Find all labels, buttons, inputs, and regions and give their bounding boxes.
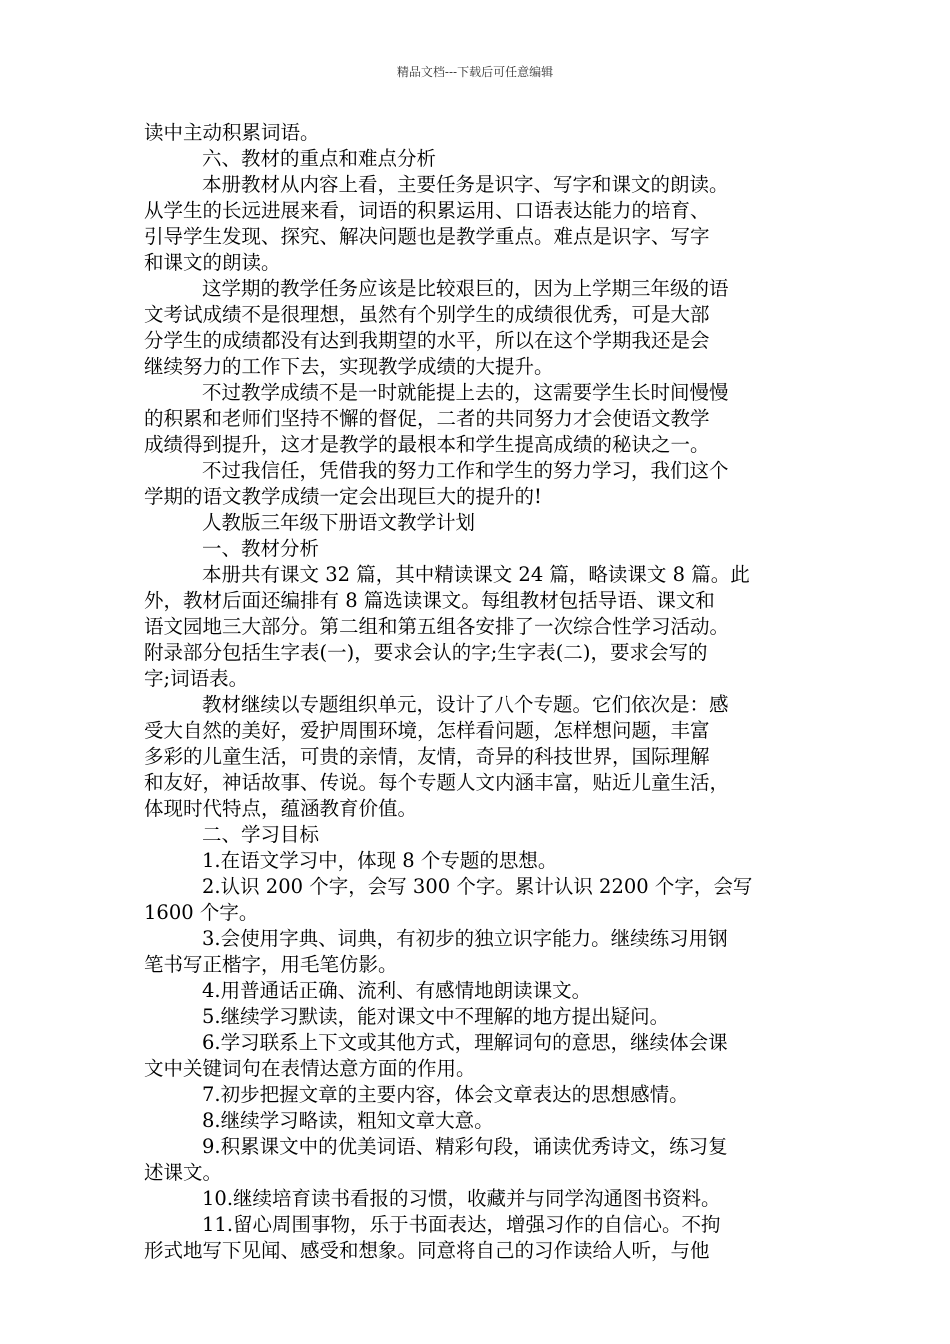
text-line: 二、学习目标 [202,823,320,846]
text-line: 形式地写下见闻、感受和想象。同意将自己的习作读给人听，与他 [144,1239,710,1262]
text-line: 本册共有课文 32 篇，其中精读课文 24 篇，略读课文 8 篇。此 [202,563,750,586]
text-line: 文中关键词句在表情达意方面的作用。 [144,1057,476,1080]
text-line: 5.继续学习默读，能对课文中不理解的地方提出疑问。 [202,1005,670,1028]
text-line: 1.在语文学习中，体现 8 个专题的思想。 [202,849,558,872]
page-header: 精品文档---下载后可任意编辑 [396,65,554,79]
text-line: 分学生的成绩都没有达到我期望的水平，所以在这个学期我还是会 [144,329,710,352]
text-line: 和课文的朗读。 [144,251,281,274]
text-line: 从学生的长远进展来看，词语的积累运用、口语表达能力的培育、 [144,199,710,222]
text-line: 体现时代特点，蕴涵教育价值。 [144,797,418,820]
text-line: 9.积累课文中的优美词语、精彩句段，诵读优秀诗文，练习复 [202,1135,728,1158]
text-line: 一、教材分析 [202,537,320,560]
text-line: 述课文。 [144,1161,223,1184]
text-line: 字;词语表。 [144,667,249,690]
text-line: 学期的语文教学成绩一定会出现巨大的提升的! [144,485,542,508]
text-line: 1600 个字。 [144,901,259,924]
text-line: 多彩的儿童生活，可贵的亲情，友情，奇异的科技世界，国际理解 [144,745,710,768]
text-line: 不过我信任，凭借我的努力工作和学生的努力学习，我们这个 [202,459,729,482]
text-line: 4.用普通话正确、流利、有感情地朗读课文。 [202,979,592,1002]
text-line: 7.初步把握文章的主要内容，体会文章表达的思想感情。 [202,1083,689,1106]
text-line: 的积累和老师们坚持不懈的督促，二者的共同努力才会使语文教学 [144,407,710,430]
text-line: 本册教材从内容上看，主要任务是识字、写字和课文的朗读。 [202,173,729,196]
text-line: 读中主动积累词语。 [144,121,320,144]
text-line: 人教版三年级下册语文教学计划 [202,511,476,534]
text-line: 2.认识 200 个字，会写 300 个字。累计认识 2200 个字，会写 [202,875,753,898]
text-line: 6.学习联系上下文或其他方式，理解词句的意思，继续体会课 [202,1031,728,1054]
text-line: 这学期的教学任务应该是比较艰巨的，因为上学期三年级的语 [202,277,729,300]
text-line: 成绩得到提升，这才是教学的最根本和学生提高成绩的秘诀之一。 [144,433,710,456]
text-line: 继续努力的工作下去，实现教学成绩的大提升。 [144,355,554,378]
text-line: 附录部分包括生字表(一)，要求会认的字;生字表(二)，要求会写的 [144,641,708,664]
text-line: 受大自然的美好，爱护周围环境，怎样看问题，怎样想问题，丰富 [144,719,710,742]
text-line: 教材继续以专题组织单元，设计了八个专题。它们依次是：感 [202,693,729,716]
text-line: 8.继续学习略读，粗知文章大意。 [202,1109,494,1132]
document-body [144,120,812,1264]
text-line: 和友好，神话故事、传说。每个专题人文内涵丰富，贴近儿童生活， [144,771,730,794]
text-line: 外，教材后面还编排有 8 篇选读课文。每组教材包括导语、课文和 [144,589,715,612]
text-line: 文考试成绩不是很理想，虽然有个别学生的成绩很优秀，可是大部 [144,303,710,326]
text-line: 笔书写正楷字，用毛笔仿影。 [144,953,398,976]
text-line: 不过教学成绩不是一时就能提上去的，这需要学生长时间慢慢 [202,381,729,404]
text-line: 六、教材的重点和难点分析 [202,147,437,170]
text-line: 11.留心周围事物，乐于书面表达，增强习作的自信心。不拘 [202,1213,721,1236]
text-line: 语文园地三大部分。第二组和第五组各安排了一次综合性学习活动。 [144,615,730,638]
text-line: 引导学生发现、探究、解决问题也是教学重点。难点是识字、写字 [144,225,710,248]
text-line: 3.会使用字典、词典，有初步的独立识字能力。继续练习用钢 [202,927,728,950]
text-line: 10.继续培育读书看报的习惯，收藏并与同学沟通图书资料。 [202,1187,721,1210]
